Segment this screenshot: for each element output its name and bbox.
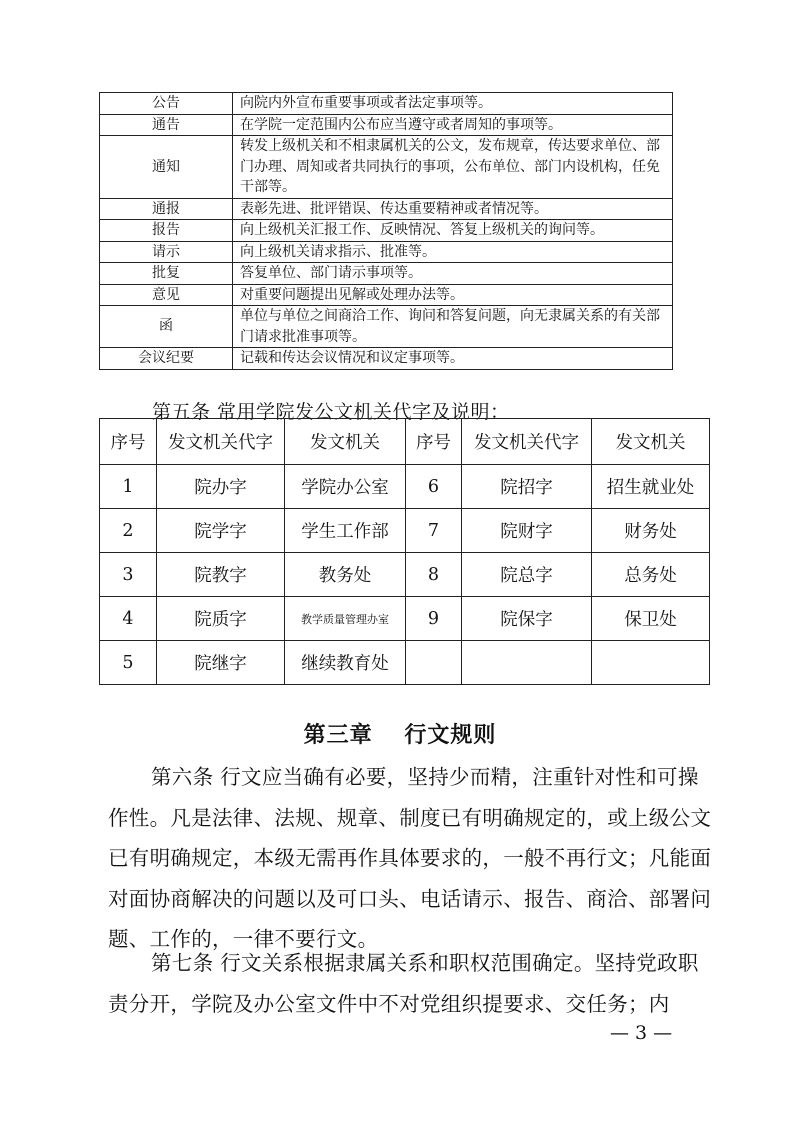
doc-type-desc: 向上级机关请求指示、批准等。 <box>233 241 673 263</box>
doc-type-name: 通知 <box>100 136 233 199</box>
doc-type-name: 意见 <box>100 284 233 306</box>
doc-type-desc: 转发上级机关和不相隶属机关的公文，发布规章，传达要求单位、部门办理、周知或者共同执行的事项，公布单位、部门内设机构，任免干部等。 <box>233 136 673 199</box>
doc-type-name: 公告 <box>100 93 233 115</box>
article-6-text: 第六条 行文应当确有必要，坚持少而精，注重针对性和可操作性。凡是法律、法规、规章、制度已有明确规定的，或上级公文已有明确规定，本级无需再作具体要求的，一般不再行文；凡能面对面协商解决的问题以及可口头、电话请示、报告、商洽、部署问题、工作的，一律不要行文。 <box>108 765 712 951</box>
doc-type-name: 函 <box>100 306 233 348</box>
article-5-heading: 第五条 常用学院发公文机关代字及说明： <box>152 401 510 423</box>
table-row <box>100 465 710 509</box>
table-cell: 教务处 <box>285 553 406 597</box>
table-cell: 财务处 <box>592 509 710 553</box>
table-cell: 5 <box>100 641 157 685</box>
table-cell <box>462 641 592 685</box>
table-cell: 院财字 <box>462 509 592 553</box>
table-cell: 招生就业处 <box>592 465 710 509</box>
article-6-paragraph <box>108 757 718 960</box>
table-row <box>100 597 710 641</box>
doc-type-name: 报告 <box>100 220 233 242</box>
doc-type-desc: 答复单位、部门请示事项等。 <box>233 263 673 285</box>
table-cell: 1 <box>100 465 157 509</box>
table-cell: 学院办公室 <box>285 465 406 509</box>
table-row <box>100 198 673 220</box>
table-row <box>100 306 673 348</box>
doc-type-desc: 在学院一定范围内公布应当遵守或者周知的事项等。 <box>233 114 673 136</box>
column-header: 序号 <box>100 419 157 465</box>
table-cell: 总务处 <box>592 553 710 597</box>
table-cell <box>406 641 462 685</box>
table-row <box>100 509 710 553</box>
table-cell: 9 <box>406 597 462 641</box>
table-cell: 4 <box>100 597 157 641</box>
table-cell: 院总字 <box>462 553 592 597</box>
table-cell: 保卫处 <box>592 597 710 641</box>
table-cell: 7 <box>406 509 462 553</box>
doc-type-desc: 单位与单位之间商洽工作、询问和答复问题，向无隶属关系的有关部门请求批准事项等。 <box>233 306 673 348</box>
column-header: 发文机关代字 <box>157 419 285 465</box>
page-number: — 3 — <box>610 1022 673 1044</box>
doc-type-name: 批复 <box>100 263 233 285</box>
table-cell: 院教字 <box>157 553 285 597</box>
column-header: 发文机关 <box>592 419 710 465</box>
table-row <box>100 220 673 242</box>
column-header: 序号 <box>406 419 462 465</box>
table-cell: 院招字 <box>462 465 592 509</box>
document-types-table <box>99 92 673 370</box>
table-cell: 院保字 <box>462 597 592 641</box>
doc-type-desc: 记载和传达会议情况和议定事项等。 <box>233 348 673 370</box>
table-row <box>100 93 673 115</box>
column-header: 发文机关 <box>285 419 406 465</box>
table-cell: 院办字 <box>157 465 285 509</box>
table-cell: 8 <box>406 553 462 597</box>
doc-type-desc: 对重要问题提出见解或处理办法等。 <box>233 284 673 306</box>
table-header-row <box>100 419 710 465</box>
column-header: 发文机关代字 <box>462 419 592 465</box>
table-row <box>100 263 673 285</box>
table-cell: 学生工作部 <box>285 509 406 553</box>
table-cell: 6 <box>406 465 462 509</box>
table-cell: 继续教育处 <box>285 641 406 685</box>
table-cell: 2 <box>100 509 157 553</box>
table-row <box>100 553 710 597</box>
doc-type-name: 通告 <box>100 114 233 136</box>
doc-type-desc: 向院内外宣布重要事项或者法定事项等。 <box>233 93 673 115</box>
article-7-paragraph <box>108 943 718 1024</box>
table-cell <box>592 641 710 685</box>
doc-type-desc: 向上级机关汇报工作、反映情况、答复上级机关的询问等。 <box>233 220 673 242</box>
doc-type-name: 会议纪要 <box>100 348 233 370</box>
table-row <box>100 641 710 685</box>
table-cell: 院质字 <box>157 597 285 641</box>
table-row <box>100 241 673 263</box>
table-row <box>100 114 673 136</box>
article-7-text: 第七条 行文关系根据隶属关系和职权范围确定。坚持党政职责分开，学院及办公室文件中不对党组织提要求、交任务；内 <box>108 951 699 1016</box>
table-cell: 教学质量管理办室 <box>285 597 406 641</box>
doc-type-name: 通报 <box>100 198 233 220</box>
table-cell: 院学字 <box>157 509 285 553</box>
doc-type-name: 请示 <box>100 241 233 263</box>
table-cell: 院继字 <box>157 641 285 685</box>
table-row <box>100 348 673 370</box>
chapter-title: 第三章 行文规则 <box>303 723 497 748</box>
table-row <box>100 136 673 199</box>
table-cell: 3 <box>100 553 157 597</box>
table-row <box>100 284 673 306</box>
issuing-codes-table <box>99 418 710 685</box>
doc-type-desc: 表彰先进、批评错误、传达重要精神或者情况等。 <box>233 198 673 220</box>
